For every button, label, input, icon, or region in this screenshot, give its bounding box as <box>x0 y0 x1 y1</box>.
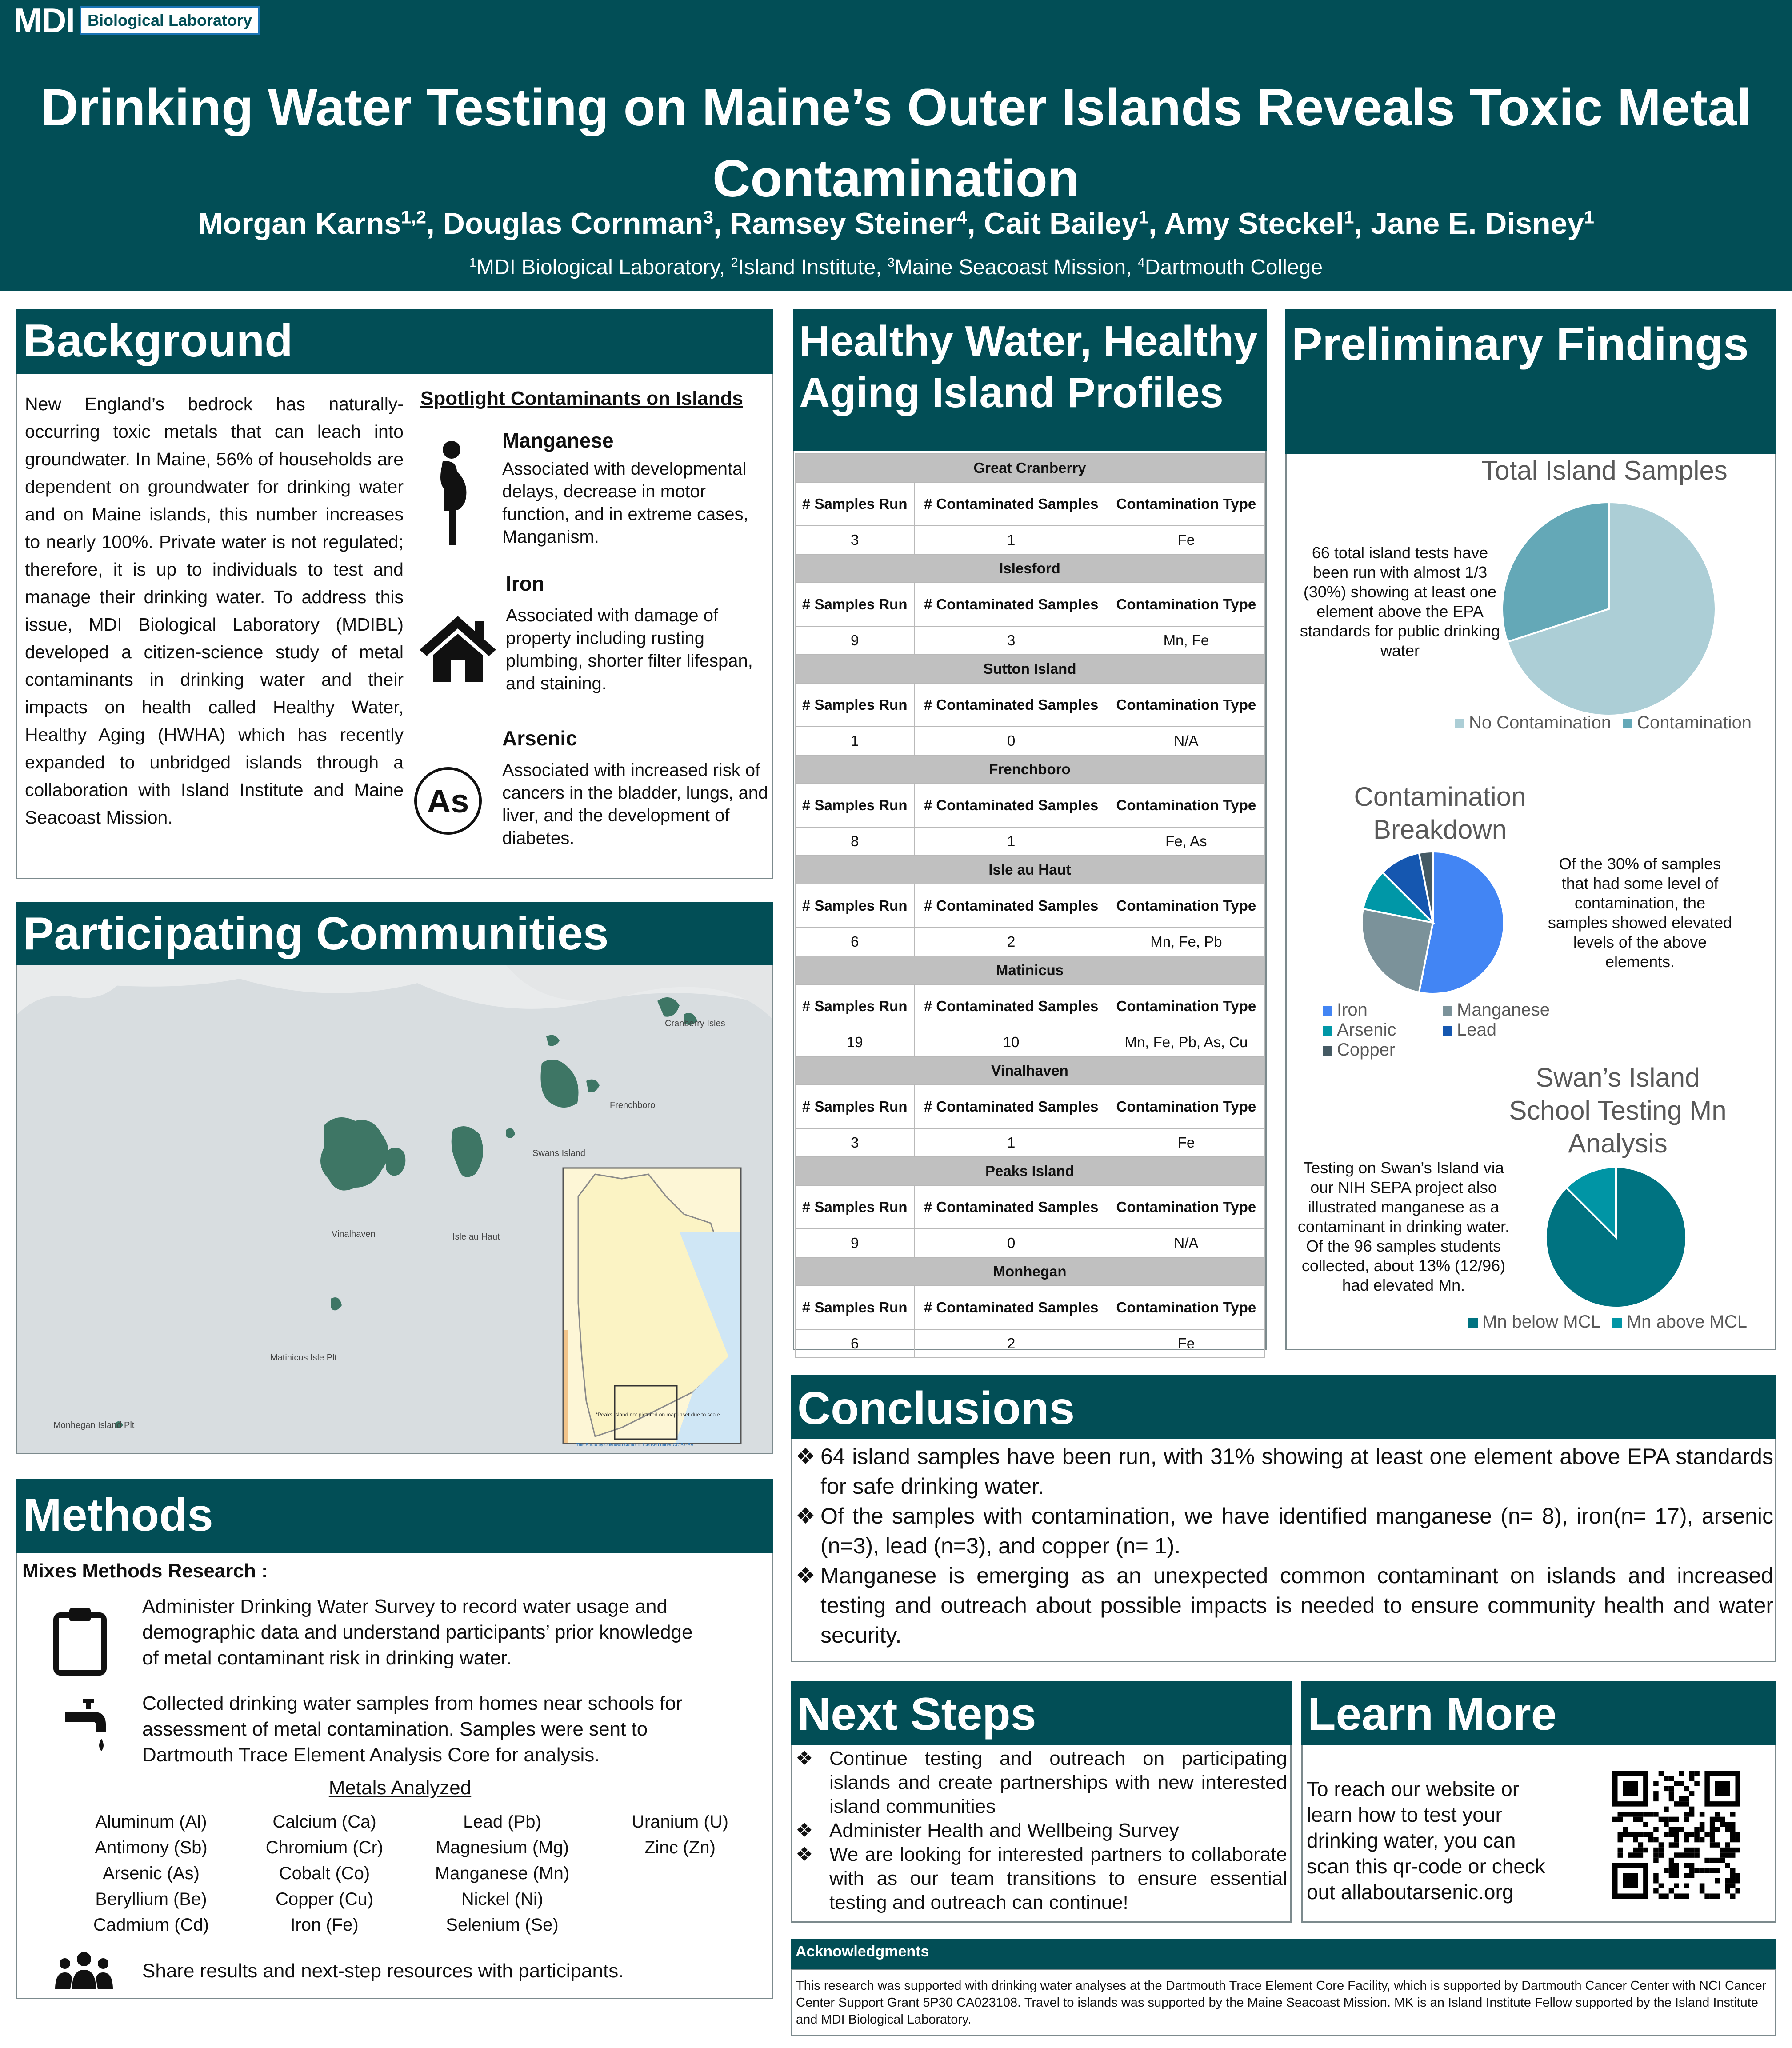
contaminant-desc: Associated with damage of property including rusting plumbing, shorter filter lifespan, and staining. <box>506 606 753 693</box>
metal-item: Zinc (Zn) <box>644 1838 716 1857</box>
table-cell: 10 <box>914 1028 1108 1056</box>
logo-lab: Biological Laboratory <box>80 6 260 35</box>
column-header: # Samples Run <box>795 884 914 928</box>
column-header: # Samples Run <box>795 683 914 727</box>
next-step-item <box>796 1819 1287 1843</box>
table-cell: 3 <box>795 526 914 554</box>
island-values-row <box>795 1329 1264 1358</box>
diamond-bullet-icon: ❖ <box>796 1504 816 1528</box>
island-name-row <box>795 856 1264 884</box>
author-affiliation-number: 4 <box>957 207 967 228</box>
island-header-row <box>795 884 1264 928</box>
column-header: # Contaminated Samples <box>914 683 1108 727</box>
island-name: Vinalhaven <box>795 1056 1264 1085</box>
author-name: Amy Steckel <box>1164 207 1344 240</box>
legend-item <box>1443 1000 1563 1020</box>
table-cell: 9 <box>795 1229 914 1257</box>
table-cell: Mn, Fe, Pb, As, Cu <box>1108 1028 1264 1056</box>
island-name-row <box>795 1257 1264 1286</box>
next-step-text: Continue testing and outreach on participating islands and create partnerships with new interested island communities <box>829 1748 1287 1817</box>
table-cell: Mn, Fe <box>1108 626 1264 655</box>
affiliation-name: MDI Biological Laboratory <box>476 256 719 279</box>
metal-item: Nickel (Ni) <box>461 1889 544 1909</box>
legend-label: Arsenic <box>1337 1020 1396 1040</box>
column-header: # Samples Run <box>795 1085 914 1128</box>
total-samples-pie <box>1493 493 1724 724</box>
learn-more-text: To reach our website or learn how to test your drinking water, you can scan this qr-code or check out allaboutarsenic.org <box>1307 1777 1545 1904</box>
island-values-row <box>795 1028 1264 1056</box>
legend-label: Contamination <box>1637 713 1752 732</box>
pregnant-person-icon <box>429 440 474 547</box>
conclusion-item <box>796 1442 1773 1501</box>
column-header: Contamination Type <box>1108 583 1264 626</box>
legend-item <box>1455 713 1611 733</box>
acknowledgments-heading: Acknowledgments <box>791 1939 1776 1969</box>
island-header-row <box>795 482 1264 526</box>
metal-item: Aluminum (Al) <box>95 1812 207 1832</box>
island-header-row <box>795 784 1264 827</box>
author-name: Cait Bailey <box>984 207 1139 240</box>
column-header: # Samples Run <box>795 1286 914 1329</box>
column-header: Contamination Type <box>1108 683 1264 727</box>
next-steps-heading: Next Steps <box>791 1681 1292 1745</box>
table-cell: N/A <box>1108 727 1264 755</box>
island-name-row <box>795 1056 1264 1085</box>
table-cell: 1 <box>795 727 914 755</box>
legend-swatch <box>1443 1006 1452 1016</box>
legend-swatch <box>1443 1026 1452 1036</box>
island-header-row <box>795 1185 1264 1229</box>
island-name-row <box>795 755 1264 784</box>
legend-swatch <box>1612 1318 1622 1328</box>
table-cell: 6 <box>795 928 914 956</box>
conclusion-item <box>796 1561 1773 1650</box>
column-header: Contamination Type <box>1108 984 1264 1028</box>
legend-swatch <box>1468 1318 1478 1328</box>
conclusion-text: Of the samples with contamination, we have identified manganese (n= 8), iron(n= 17), arsenic (n=3), lead (n=3), and copper (n= 1). <box>820 1504 1773 1558</box>
metal-item: Uranium (U) <box>632 1812 728 1832</box>
legend-swatch <box>1455 719 1464 728</box>
column-header: # Samples Run <box>795 583 914 626</box>
diamond-bullet-icon: ❖ <box>796 1748 813 1769</box>
column-header: # Contaminated Samples <box>914 984 1108 1028</box>
methods-heading: Methods <box>16 1479 773 1553</box>
legend-label: No Contamination <box>1468 713 1612 732</box>
column-header: Contamination Type <box>1108 1286 1264 1329</box>
table-cell: Fe <box>1108 526 1264 554</box>
island-name-row <box>795 655 1264 683</box>
diamond-bullet-icon: ❖ <box>796 1844 813 1865</box>
column-header: # Samples Run <box>795 984 914 1028</box>
learn-more-heading: Learn More <box>1301 1681 1776 1745</box>
legend-swatch <box>1323 1006 1332 1016</box>
island-name: Matinicus <box>795 956 1264 984</box>
poster-title: Drinking Water Testing on Maine’s Outer Islands Reveals Toxic Metal Contamination <box>40 78 1752 208</box>
column-header: # Contaminated Samples <box>914 1286 1108 1329</box>
map-label: Isle au Haut <box>452 1232 500 1242</box>
next-steps-list <box>796 1747 1287 1915</box>
author-name: Douglas Cornman <box>443 207 704 240</box>
column-header: # Contaminated Samples <box>914 583 1108 626</box>
affiliation-name: Island Institute <box>738 256 876 279</box>
metal-item: Selenium (Se) <box>446 1915 559 1935</box>
acknowledgments-text: This research was supported with drinking water analyses at the Dartmouth Trace Element Core Facility, which is supported by Dartmouth Cancer Center with NCI Cancer Center Support Grant 5P30 CA023108. Travel to islands was supported by the Maine Seacoast Mission. MK is an Island Institute Fellow supported by the Island Institute and MDI Biological Laboratory. <box>791 1969 1776 2036</box>
table-cell: 2 <box>914 928 1108 956</box>
island-name-row <box>795 956 1264 984</box>
conclusion-item <box>796 1501 1773 1561</box>
affiliation-number: 3 <box>887 256 895 270</box>
metal-item: Arsenic (As) <box>103 1864 200 1883</box>
legend-swatch <box>1623 719 1632 728</box>
legend-label: Copper <box>1337 1040 1396 1060</box>
table-cell: 1 <box>914 1128 1108 1157</box>
method-text: Collected drinking water samples from homes near schools for assessment of metal contamination. Samples were sent to Dartmouth Trace Element Analysis Core for analysis. <box>142 1692 683 1766</box>
legend-item <box>1443 1020 1563 1040</box>
legend-item <box>1623 713 1752 733</box>
legend-swatch <box>1323 1026 1332 1036</box>
conclusion-text: 64 island samples have been run, with 31% showing at least one element above EPA standards for safe drinking water. <box>820 1444 1773 1499</box>
metal-item: Manganese (Mn) <box>435 1864 570 1883</box>
legend-item <box>1612 1312 1747 1332</box>
island-name: Frenchboro <box>795 755 1264 784</box>
chart-legend <box>1458 1312 1769 1332</box>
island-header-row <box>795 984 1264 1028</box>
island-name-row <box>795 1157 1264 1185</box>
legend-label: Iron <box>1337 1000 1368 1020</box>
island-header-row <box>795 1286 1264 1329</box>
faucet-icon <box>63 1699 116 1756</box>
arsenic-symbol-icon <box>414 767 482 835</box>
background-text: New England’s bedrock has naturally-occurring toxic metals that can leach into groundwater. In Maine, 56% of households are dependent on groundwater for drinking water and on Maine islands, this number increases to nearly 100%. Private water is not regulated; therefore, it is up to individuals to test and manage their drinking water. To address this issue, MDI Biological Laboratory (MDIBL) developed a citizen-science study of metal contaminants in drinking water and their impacts on health called Healthy Water, Healthy Aging (HWHA) which has recently expanded to unbridged islands through a collaboration with Island Institute and Maine Seacoast Mission. <box>25 394 404 828</box>
diamond-bullet-icon: ❖ <box>796 1563 816 1588</box>
table-cell: 0 <box>914 727 1108 755</box>
next-step-item <box>796 1747 1287 1819</box>
affiliation-number: 4 <box>1137 256 1145 270</box>
clipboard-icon <box>52 1605 108 1676</box>
table-cell: Fe <box>1108 1329 1264 1358</box>
column-header: # Samples Run <box>795 482 914 526</box>
map-label: Matinicus Isle Plt <box>270 1353 337 1363</box>
table-cell: 2 <box>914 1329 1108 1358</box>
metal-item: Beryllium (Be) <box>95 1889 207 1909</box>
table-cell: 8 <box>795 827 914 856</box>
column-header: # Contaminated Samples <box>914 1185 1108 1229</box>
findings-heading: Preliminary Findings <box>1285 309 1776 454</box>
arsenic-symbol: As <box>427 782 469 820</box>
metal-item: Cobalt (Co) <box>279 1864 370 1883</box>
chart-title: Swan’s Island School Testing Mn Analysis <box>1509 1063 1727 1158</box>
island-header-row <box>795 683 1264 727</box>
conclusions-heading: Conclusions <box>791 1375 1776 1439</box>
affiliation-name: Maine Seacoast Mission <box>894 256 1126 279</box>
metals-column <box>240 1809 409 1938</box>
diamond-bullet-icon: ❖ <box>796 1444 816 1469</box>
table-cell: Fe, As <box>1108 827 1264 856</box>
table-cell: Mn, Fe, Pb <box>1108 928 1264 956</box>
affiliations: $^1$MDI Biological Laboratory, $^2$Island Institute, $^3$Maine Seacoast Mission, $^4$Dartmouth College <box>469 256 1323 279</box>
metal-item: Copper (Cu) <box>275 1889 374 1909</box>
map-label: Cranberry Isles <box>665 1019 725 1028</box>
map-label: Vinalhaven <box>332 1229 376 1239</box>
author-affiliation-number: 3 <box>703 207 714 228</box>
chart-legend <box>1323 1000 1589 1060</box>
legend-item <box>1323 1020 1443 1040</box>
next-step-item <box>796 1843 1287 1915</box>
chart-title: Total Island Samples <box>1481 456 1728 485</box>
table-cell: Fe <box>1108 1128 1264 1157</box>
legend-label: Mn above MCL <box>1626 1312 1747 1332</box>
profiles-heading: Healthy Water, Healthy Aging Island Profiles <box>793 309 1267 451</box>
legend-item <box>1468 1312 1601 1332</box>
column-header: # Contaminated Samples <box>914 1085 1108 1128</box>
metal-item: Antimony (Sb) <box>95 1838 208 1857</box>
findings-note: Of the 30% of samples that had some level of contamination, the samples showed elevated levels of the above elements. <box>1548 855 1732 971</box>
conclusion-text: Manganese is emerging as an unexpected common contaminant on islands and increased testing and outreach about possible impacts is needed to ensure community health and water security. <box>820 1563 1773 1648</box>
findings-note: Testing on Swan’s Island via our NIH SEPA project also illustrated manganese as a contaminant in drinking water. Of the 96 samples students collected, about 13% (12/96) had elevated Mn. <box>1297 1159 1510 1294</box>
table-cell: 6 <box>795 1329 914 1358</box>
column-header: # Contaminated Samples <box>914 784 1108 827</box>
metal-item: Iron (Fe) <box>290 1915 359 1935</box>
table-cell: 1 <box>914 827 1108 856</box>
table-cell: 1 <box>914 526 1108 554</box>
island-name-row <box>795 554 1264 583</box>
island-name: Monhegan <box>795 1257 1264 1286</box>
communities-map <box>17 965 772 1453</box>
column-header: # Contaminated Samples <box>914 884 1108 928</box>
author-name: Morgan Karns <box>198 207 401 240</box>
legend-swatch <box>1323 1046 1332 1056</box>
metals-column <box>596 1809 764 1860</box>
profiles-table-wrap <box>795 453 1265 1358</box>
metal-item: Chromium (Cr) <box>265 1838 384 1857</box>
island-header-row <box>795 583 1264 626</box>
affiliation-name: Dartmouth College <box>1144 256 1323 279</box>
author-name: Jane E. Disney <box>1371 207 1584 240</box>
legend-label: Manganese <box>1457 1000 1550 1020</box>
legend-label: Lead <box>1457 1020 1496 1040</box>
island-values-row <box>795 526 1264 554</box>
house-icon <box>418 612 498 684</box>
legend-item <box>1323 1000 1443 1020</box>
map-inset-note: *Peaks Island not pictured on map inset due to scale <box>596 1412 720 1418</box>
map-label: Swans Island <box>532 1148 585 1158</box>
contaminant-name: Manganese <box>502 429 614 452</box>
swans-mn-pie <box>1540 1162 1692 1313</box>
island-name: Sutton Island <box>795 655 1264 683</box>
metal-item: Calcium (Ca) <box>272 1812 376 1832</box>
island-values-row <box>795 727 1264 755</box>
column-header: # Samples Run <box>795 1185 914 1229</box>
island-header-row <box>795 1085 1264 1128</box>
conclusions-list <box>796 1442 1773 1650</box>
column-header: Contamination Type <box>1108 884 1264 928</box>
spotlight-title: Spotlight Contaminants on Islands <box>420 388 743 409</box>
metals-title: Metals Analyzed <box>328 1777 472 1799</box>
breakdown-pie <box>1357 847 1508 998</box>
map-label: Monhegan Island Plt <box>53 1420 135 1430</box>
column-header: Contamination Type <box>1108 784 1264 827</box>
island-profiles-table <box>795 453 1265 1358</box>
table-cell: 19 <box>795 1028 914 1056</box>
table-cell: 0 <box>914 1229 1108 1257</box>
affiliation-number: 1 <box>469 256 476 270</box>
author-affiliation-number: 1 <box>1138 207 1149 228</box>
author-affiliation-number: 1 <box>1344 207 1354 228</box>
table-cell: 3 <box>914 626 1108 655</box>
island-values-row <box>795 1229 1264 1257</box>
island-name: Isle au Haut <box>795 856 1264 884</box>
metals-column <box>418 1809 587 1938</box>
communities-heading: Participating Communities <box>16 902 773 965</box>
table-cell: 3 <box>795 1128 914 1157</box>
contaminant-desc: Associated with developmental delays, decrease in motor function, and in extreme cases, Manganism. <box>502 459 748 547</box>
logo <box>13 0 260 40</box>
chart-title: Contamination Breakdown <box>1354 782 1526 844</box>
island-values-row <box>795 626 1264 655</box>
qr-code-icon[interactable] <box>1612 1771 1740 1899</box>
affiliation-number: 2 <box>731 256 738 270</box>
findings-note: 66 total island tests have been run with almost 1/3 (30%) showing at least one element above the EPA standards for public drinking water <box>1300 544 1500 660</box>
next-step-text: We are looking for interested partners to collaborate with as our team transitions to ensure essential testing and outreach can continue! <box>829 1844 1287 1913</box>
table-cell: N/A <box>1108 1229 1264 1257</box>
share-text: Share results and next-step resources with participants. <box>142 1960 624 1982</box>
metal-item: Cadmium (Cd) <box>93 1915 209 1935</box>
island-name: Peaks Island <box>795 1157 1264 1185</box>
map-credit: This Photo by Unknown Author is licensed under CC BY-SA <box>576 1443 694 1448</box>
contaminant-desc: Associated with increased risk of cancers in the bladder, lungs, and liver, and the development of diabetes. <box>502 760 768 848</box>
group-icon <box>55 1951 113 1991</box>
chart-legend <box>1449 713 1769 733</box>
column-header: Contamination Type <box>1108 1185 1264 1229</box>
island-name: Islesford <box>795 554 1264 583</box>
island-name: Great Cranberry <box>795 454 1264 482</box>
island-name-row <box>795 454 1264 482</box>
method-text: Administer Drinking Water Survey to record water usage and demographic data and understand participants’ prior knowledge of metal contaminant risk in drinking water. <box>142 1596 693 1669</box>
table-cell: 9 <box>795 626 914 655</box>
metal-item: Lead (Pb) <box>463 1812 541 1832</box>
legend-label: Mn below MCL <box>1482 1312 1601 1332</box>
column-header: Contamination Type <box>1108 482 1264 526</box>
background-heading: Background <box>16 309 773 374</box>
authors: Morgan Karns$^{1,2}$, Douglas Cornman$^3$, Ramsey Steiner$^4$, Cait Bailey$^1$, Amy Steckel$^1$, Jane E. Disney$^1$ <box>198 207 1594 240</box>
metals-column <box>67 1809 236 1938</box>
metal-item: Magnesium (Mg) <box>435 1838 569 1857</box>
next-step-text: Administer Health and Wellbeing Survey <box>829 1820 1179 1841</box>
column-header: Contamination Type <box>1108 1085 1264 1128</box>
island-values-row <box>795 827 1264 856</box>
legend-item <box>1323 1040 1443 1060</box>
contaminant-name: Iron <box>506 572 544 595</box>
logo-mdi: MDI <box>13 0 74 40</box>
author-name: Ramsey Steiner <box>730 207 957 240</box>
diamond-bullet-icon: ❖ <box>796 1820 813 1841</box>
column-header: # Samples Run <box>795 784 914 827</box>
map-label: Frenchboro <box>610 1100 656 1110</box>
island-values-row <box>795 928 1264 956</box>
island-values-row <box>795 1128 1264 1157</box>
contaminant-name: Arsenic <box>502 727 577 750</box>
methods-subtitle: Mixes Methods Research : <box>22 1560 268 1582</box>
author-affiliation-number: 1,2 <box>401 207 426 228</box>
author-affiliation-number: 1 <box>1584 207 1594 228</box>
column-header: # Contaminated Samples <box>914 482 1108 526</box>
